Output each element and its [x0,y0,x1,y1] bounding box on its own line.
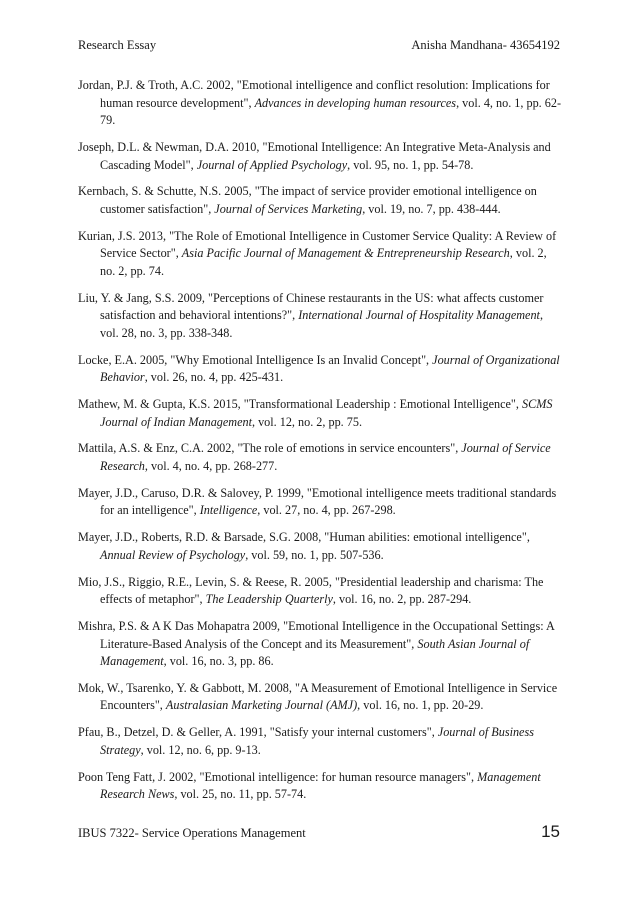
journal-title: Journal of Business Strategy [100,725,534,757]
journal-title: International Journal of Hospitality Management [298,308,540,323]
reference-entry: Mayer, J.D., Roberts, R.D. & Barsade, S.G. 2008, "Human abilities: emotional intelligence", Annual Review of Psychology, vol. 59, no. 1, pp. 507-536. [78,530,530,562]
journal-title: Journal of Service Research [100,441,551,473]
journal-title: Journal of Organizational Behavior [100,352,560,385]
reference-entry: Locke, E.A. 2005, "Why Emotional Intelligence Is an Invalid Concept", Journal of Organizational Behavior, vol. 26, no. 4, pp. 425-431. [78,352,560,385]
journal-title: Intelligence [199,503,258,518]
header-title: Research Essay [78,38,157,52]
reference-entry: Joseph, D.L. & Newman, D.A. 2010, "Emotional Intelligence: An Integrative Meta-Analysis and Cascading Model", Journal of Applied Psychology, vol. 95, no. 1, pp. 54-78. [78,139,551,172]
page-footer [78,822,560,842]
journal-title: Australasian Marketing Journal (AMJ) [165,698,358,713]
reference-entry: Mathew, M. & Gupta, K.S. 2015, "Transformational Leadership : Emotional Intelligence", SCMS Journal of Indian Management, vol. 12, no. 2, pp. 75. [78,397,553,429]
reference-entry: Pfau, B., Detzel, D. & Geller, A. 1991, "Satisfy your internal customers", Journal of Business Strategy, vol. 12, no. 6, pp. 9-13. [78,725,534,757]
reference-entry: Mishra, P.S. & A K Das Mohapatra 2009, "Emotional Intelligence in the Occupational Settings: A Literature-Based Analysis of the Concept and its Measurement", South Asian Journal of Management, vol. 16, no. 3, pp. 86. [78,618,555,669]
reference-entry: Mio, J.S., Riggio, R.E., Levin, S. & Reese, R. 2005, "Presidential leadership and charisma: The effects of metaphor", The Leadership Quarterly, vol. 16, no. 2, pp. 287-294. [78,574,544,607]
page-header [78,38,560,53]
journal-title: Journal of Services Marketing [214,201,363,216]
page-number: 15 [541,822,560,841]
journal-title: South Asian Journal of Management [100,636,530,669]
journal-title: The Leadership Quarterly [205,592,333,607]
journal-title: Asia Pacific Journal of Management & Entrepreneurship Research [181,246,510,261]
reference-entry: Jordan, P.J. & Troth, A.C. 2002, "Emotional intelligence and conflict resolution: Implications for human resource development", Advances in developing human resources, vol. 4, no. 1, pp. 62-79. [78,78,562,128]
reference-list [78,77,562,813]
footer-course: IBUS 7322- Service Operations Management [78,826,306,840]
journal-title: Advances in developing human resources [254,95,457,110]
reference-entry: Mattila, A.S. & Enz, C.A. 2002, "The role of emotions in service encounters", Journal of Service Research, vol. 4, no. 4, pp. 268-277. [78,441,551,473]
journal-title: SCMS Journal of Indian Management [100,397,553,429]
journal-title: Management Research News [100,769,541,802]
header-author: Anisha Mandhana- 43654192 [411,38,560,52]
reference-entry: Poon Teng Fatt, J. 2002, "Emotional intelligence: for human resource managers", Management Research News, vol. 25, no. 11, pp. 57-74. [78,769,541,802]
reference-entry: Kurian, J.S. 2013, "The Role of Emotional Intelligence in Customer Service Quality: A Review of Service Sector", Asia Pacific Journal of Management & Entrepreneurship Research, vol. 2, no. 2, pp. 74. [78,228,557,278]
reference-entry: Liu, Y. & Jang, S.S. 2009, "Perceptions of Chinese restaurants in the US: what affects customer satisfaction and behavioral intentions?", International Journal of Hospitality Management, vol. 28, no. 3, pp. 338-348. [78,290,544,340]
journal-title: Journal of Applied Psychology [196,157,348,172]
reference-entry: Mayer, J.D., Caruso, D.R. & Salovey, P. 1999, "Emotional intelligence meets traditional standards for an intelligence", Intelligence, vol. 27, no. 4, pp. 267-298. [78,485,557,518]
reference-entry: Kernbach, S. & Schutte, N.S. 2005, "The impact of service provider emotional intelligence on customer satisfaction", Journal of Services Marketing, vol. 19, no. 7, pp. 438-444. [78,184,537,216]
reference-entry: Mok, W., Tsarenko, Y. & Gabbott, M. 2008, "A Measurement of Emotional Intelligence in Service Encounters", Australasian Marketing Journal (AMJ), vol. 16, no. 1, pp. 20-29. [78,680,558,713]
journal-title: Annual Review of Psychology [100,547,246,562]
